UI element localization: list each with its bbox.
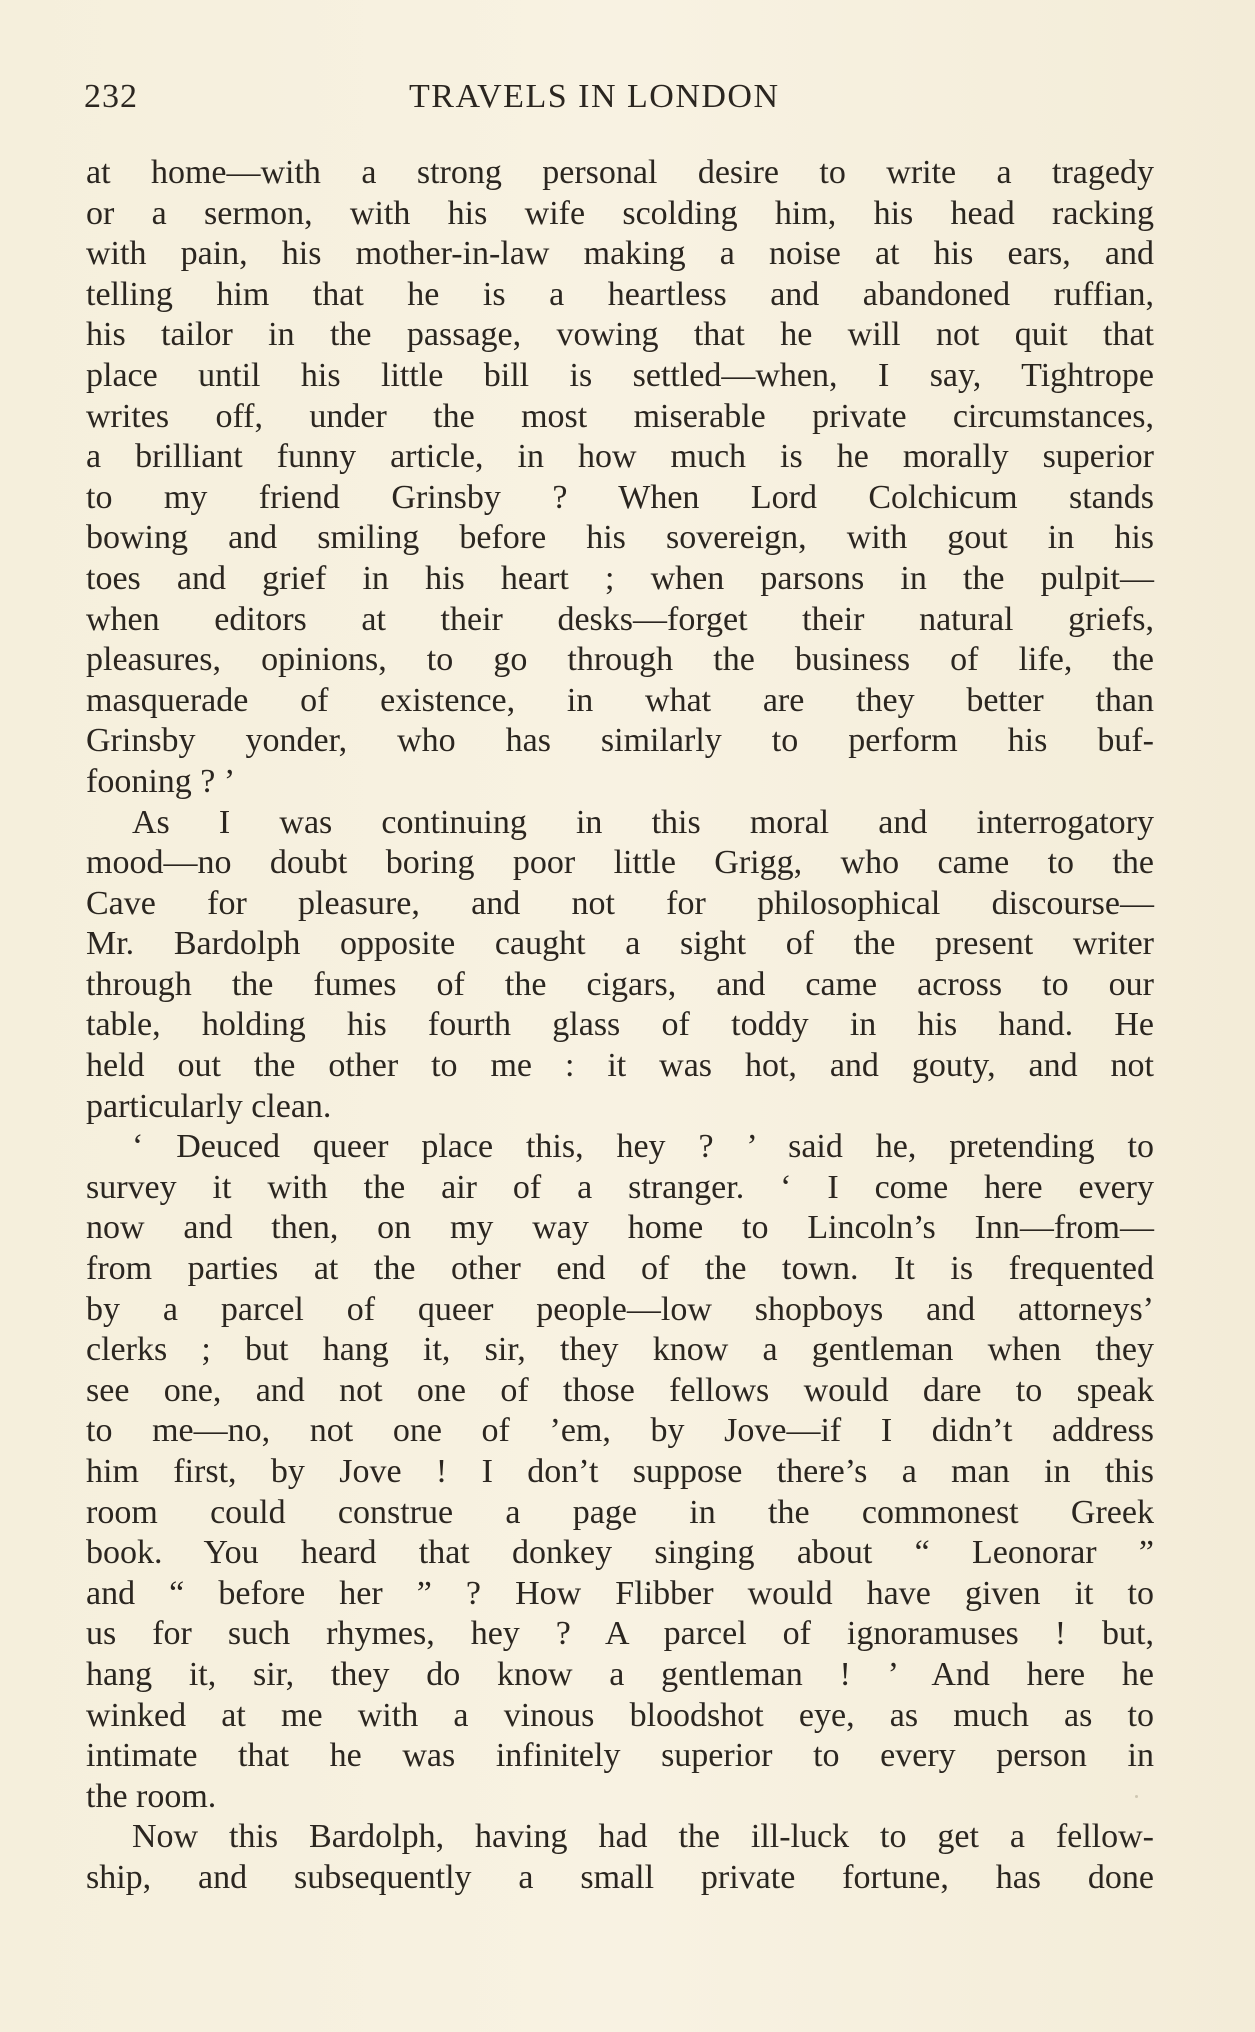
- text-line: to me—no, not one of ’em, by Jove—if I didn’t address: [86, 1412, 1154, 1450]
- text-line: by a parcel of queer people—low shopboys and attorneys’: [86, 1290, 1154, 1328]
- text-line: Cave for pleasure, and not for philosophical discourse—: [86, 884, 1154, 922]
- text-line: As I was continuing in this moral and interrogatory: [132, 803, 1154, 841]
- text-line: now and then, on my way home to Lincoln’s Inn—from—: [86, 1209, 1154, 1247]
- text-line: particularly clean.: [86, 1087, 332, 1125]
- text-line: bowing and smiling before his sovereign, with gout in his: [86, 519, 1154, 557]
- text-line: ‘ Deuced queer place this, hey ? ’ said he, pretending to: [132, 1128, 1154, 1166]
- text-line: survey it with the air of a stranger. ‘ I come here every: [86, 1168, 1154, 1206]
- text-line: to my friend Grinsby ? When Lord Colchicum stands: [86, 478, 1154, 516]
- paper-speck: [1135, 1795, 1138, 1798]
- text-line: Mr. Bardolph opposite caught a sight of the present writer: [86, 925, 1154, 963]
- text-line: when editors at their desks—forget their natural griefs,: [86, 600, 1154, 638]
- running-head: [84, 78, 1154, 122]
- text-line: ship, and subsequently a small private fortune, has done: [86, 1858, 1154, 1896]
- text-line: mood—no doubt boring poor little Grigg, who came to the: [86, 844, 1154, 882]
- text-line: toes and grief in his heart ; when parsons in the pulpit—: [86, 559, 1154, 597]
- text-line: a brilliant funny article, in how much is he morally superior: [86, 438, 1154, 476]
- text-line: his tailor in the passage, vowing that he will not quit that: [86, 316, 1154, 354]
- text-line: held out the other to me : it was hot, and gouty, and not: [86, 1047, 1154, 1085]
- text-line: see one, and not one of those fellows would dare to speak: [86, 1371, 1154, 1409]
- text-line: and “ before her ” ? How Flibber would have given it to: [86, 1574, 1154, 1612]
- text-line: hang it, sir, they do know a gentleman ! ’ And here he: [86, 1655, 1154, 1693]
- text-line: us for such rhymes, hey ? A parcel of ignoramuses ! but,: [86, 1615, 1154, 1653]
- text-line: clerks ; but hang it, sir, they know a gentleman when they: [86, 1331, 1154, 1369]
- text-line: Grinsby yonder, who has similarly to perform his buf-: [86, 722, 1154, 760]
- text-line: room could construe a page in the commonest Greek: [86, 1493, 1154, 1531]
- text-line: writes off, under the most miserable private circumstances,: [86, 397, 1154, 435]
- text-line: intimate that he was infinitely superior to every person in: [86, 1737, 1154, 1775]
- text-line: Now this Bardolph, having had the ill-luck to get a fellow-: [132, 1818, 1154, 1856]
- running-title: TRAVELS IN LONDON: [409, 78, 780, 115]
- text-line: at home—with a strong personal desire to write a tragedy: [86, 154, 1154, 191]
- text-line: masquerade of existence, in what are they better than: [86, 681, 1154, 719]
- text-line: winked at me with a vinous bloodshot eye, as much as to: [86, 1696, 1154, 1734]
- text-line: fooning ? ’: [86, 762, 236, 800]
- body-text: [86, 153, 1154, 1899]
- text-line: place until his little bill is settled—when, I say, Tightrope: [86, 356, 1154, 394]
- text-line: him first, by Jove ! I don’t suppose there’s a man in this: [86, 1453, 1154, 1490]
- text-line: with pain, his mother-in-law making a noise at his ears, and: [86, 235, 1154, 273]
- text-line: from parties at the other end of the town. It is frequented: [86, 1250, 1154, 1288]
- text-line: telling him that he is a heartless and abandoned ruffian,: [86, 275, 1154, 313]
- text-line: table, holding his fourth glass of toddy in his hand. He: [86, 1006, 1154, 1044]
- text-line: through the fumes of the cigars, and came across to our: [86, 965, 1154, 1003]
- text-line: pleasures, opinions, to go through the business of life, the: [86, 641, 1154, 679]
- page-number: 232: [84, 78, 138, 115]
- text-line: the room.: [86, 1777, 217, 1815]
- text-line: or a sermon, with his wife scolding him, his head racking: [86, 194, 1154, 232]
- text-line: book. You heard that donkey singing about “ Leonorar ”: [86, 1534, 1154, 1572]
